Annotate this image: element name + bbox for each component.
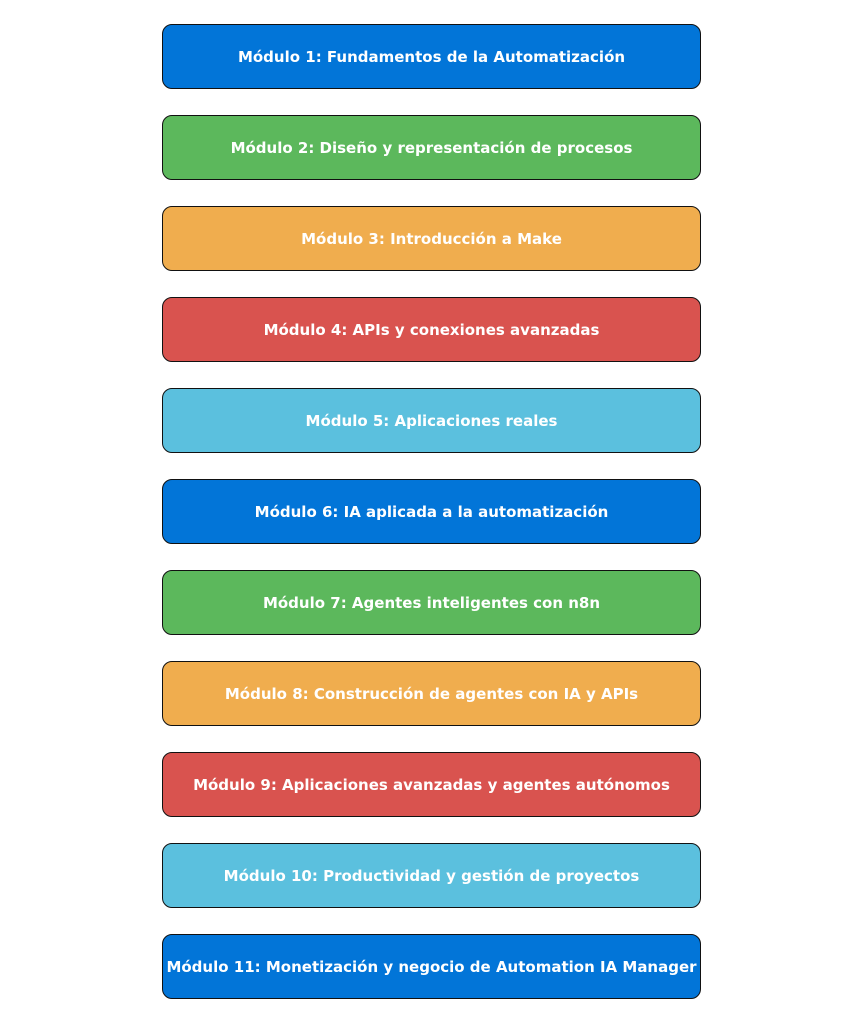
module-3-label: Módulo 3: Introducción a Make [301, 229, 562, 248]
module-4-label: Módulo 4: APIs y conexiones avanzadas [263, 320, 600, 339]
module-2-box [162, 115, 701, 180]
module-list [162, 24, 701, 1025]
module-9-box [162, 752, 701, 817]
module-7-box [162, 570, 701, 635]
module-10-label: Módulo 10: Productividad y gestión de proyectos [223, 866, 640, 885]
module-1-label: Módulo 1: Fundamentos de la Automatización [237, 47, 626, 66]
module-6-box [162, 479, 701, 544]
module-8-label: Módulo 8: Construcción de agentes con IA y APIs [224, 684, 639, 703]
module-5-box [162, 388, 701, 453]
module-2-label: Módulo 2: Diseño y representación de procesos [230, 138, 633, 157]
module-8-box [162, 661, 701, 726]
module-11-box [162, 934, 701, 999]
module-11-label: Módulo 11: Monetización y negocio de Automation IA Manager [166, 957, 697, 976]
module-1-box [162, 24, 701, 89]
module-3-box [162, 206, 701, 271]
module-9-label: Módulo 9: Aplicaciones avanzadas y agentes autónomos [193, 775, 670, 794]
module-6-label: Módulo 6: IA aplicada a la automatización [254, 502, 609, 521]
module-7-label: Módulo 7: Agentes inteligentes con n8n [262, 593, 601, 612]
module-4-box [162, 297, 701, 362]
module-5-label: Módulo 5: Aplicaciones reales [305, 411, 558, 430]
module-10-box [162, 843, 701, 908]
